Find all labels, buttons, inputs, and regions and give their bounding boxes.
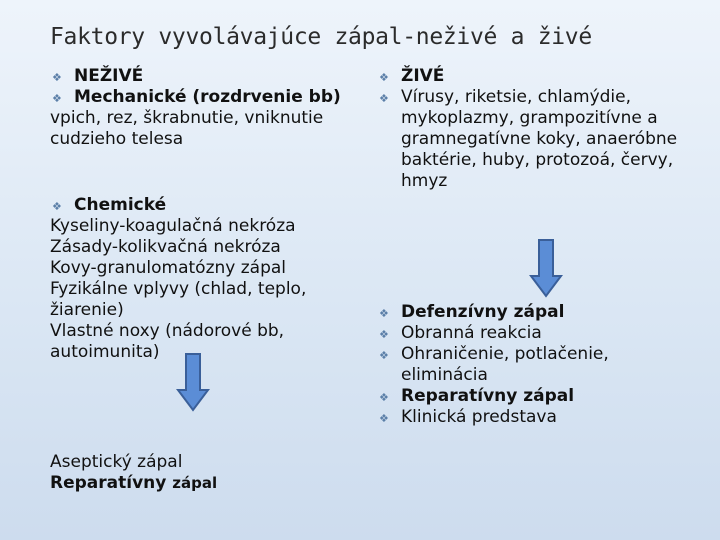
- right-desc-text: Vírusy, riketsie, chlamýdie, mykoplazmy, grampozitívne a gramnegatívne koky, anaeróbne baktérie, huby, protozoá, červy, hmyz: [401, 87, 678, 191]
- chemical-line: Fyzikálne vplyvy (chlad, teplo, žiarenie): [50, 279, 307, 320]
- left-heading-label: NEŽIVÉ: [74, 66, 144, 86]
- reparative-label: Reparatívny: [50, 473, 173, 493]
- bullet-icon: ❖: [379, 307, 389, 320]
- right-item: [377, 323, 697, 344]
- chemical-label: Chemické: [74, 195, 167, 215]
- mechanical-heading: [50, 87, 360, 108]
- right-item-label: Reparatívny zápal: [401, 386, 575, 406]
- right-heading-label: ŽIVÉ: [401, 66, 445, 86]
- chemical-line: Vlastné noxy (nádorové bb, autoimunita): [50, 321, 285, 362]
- right-item-label: Obranná reakcia: [401, 323, 542, 343]
- left-heading: [50, 66, 360, 87]
- left-column: [50, 66, 360, 363]
- right-desc: [377, 87, 697, 192]
- bullet-icon: ❖: [379, 71, 389, 84]
- chemical-line: Zásady-kolikvačná nekróza: [50, 237, 281, 257]
- bullet-icon: ❖: [379, 349, 389, 362]
- right-item-label: Ohraničenie, potlačenie, eliminácia: [401, 344, 609, 385]
- bullet-icon: ❖: [52, 200, 62, 213]
- right-item-label: Defenzívny zápal: [401, 302, 565, 322]
- aseptic-label: Aseptický zápal: [50, 452, 183, 472]
- right-item: [377, 344, 697, 386]
- reparative-line: [50, 473, 217, 494]
- left-result: [50, 452, 217, 494]
- chemical-line: Kovy-granulomatózny zápal: [50, 258, 287, 278]
- bullet-icon: ❖: [379, 328, 389, 341]
- bullet-icon: ❖: [379, 391, 389, 404]
- reparative-suffix: zápal: [172, 474, 218, 492]
- right-item: [377, 386, 697, 407]
- bullet-icon: ❖: [52, 71, 62, 84]
- down-arrow-icon: [176, 352, 210, 412]
- down-arrow-icon: [529, 238, 563, 298]
- slide-title: Faktory vyvolávajúce zápal-neživé a živé: [50, 24, 592, 50]
- bullet-icon: ❖: [379, 92, 389, 105]
- bullet-icon: ❖: [379, 412, 389, 425]
- right-item-label: Klinická predstava: [401, 407, 557, 427]
- mechanical-label: Mechanické (rozdrvenie bb): [74, 87, 341, 107]
- right-item: [377, 302, 697, 323]
- chemical-line: Kyseliny-koagulačná nekróza: [50, 216, 296, 236]
- bullet-icon: ❖: [52, 92, 62, 105]
- right-item: [377, 407, 697, 428]
- mechanical-desc: vpich, rez, škrabnutie, vniknutie cudzieho telesa: [50, 108, 324, 149]
- chemical-heading: [50, 195, 360, 216]
- right-heading: [377, 66, 697, 87]
